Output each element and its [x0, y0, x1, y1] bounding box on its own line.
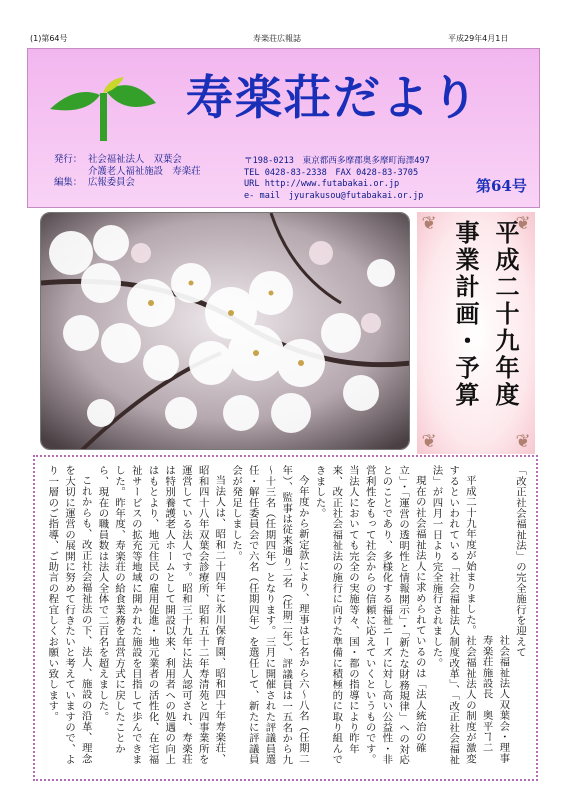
postal-address: 〒198-0213 東京都西多摩郡奥多摩町海澤497	[244, 156, 430, 166]
masthead-panel	[27, 48, 540, 208]
page-number: (1)第64号	[30, 34, 68, 43]
feature-title-box	[417, 212, 535, 454]
masthead-title: 寿楽荘だより	[186, 71, 480, 126]
leaf-logo-icon	[48, 69, 158, 143]
newsletter-label: 寿楽荘広報誌	[253, 34, 301, 43]
article-paragraph: 今年度から新定款により、理事は七名から六～八名（任期二年）、監事は従来通り二名（任期二年）、評議員は一五名から九～十三名（任期四年）となります。三月に開催された評議員選任・解任委員会で六名（任期四年）を選任して、新たに評議員会が発足しました。	[230, 465, 309, 765]
feature-title-line2: 事業計画・予算	[451, 220, 480, 409]
issue-date: 平成29年4月1日	[448, 34, 509, 43]
flourish-icon: ❦	[421, 213, 437, 234]
article-paragraph: 平成二十九年度が始まりました。社会福祉法人の制度が激変するといわれている「社会福祉法人制度改革」、「改正社会福祉法」が四月一日より完全施行されました。	[430, 465, 476, 765]
article-text	[43, 465, 528, 771]
publisher-key: 発行：	[54, 154, 83, 165]
feature-title-line1: 平成二十九年度	[491, 220, 520, 409]
issue-number: 第64号	[476, 177, 527, 195]
cherry-blossom-photo	[40, 212, 410, 450]
article-paragraph: これからも、改正社会福祉法の下、法人、施設の沿革、理念を大切に運営の展開に努めて行きたいと考えていますので、より一層のご指導、ご助言の程宜しくお願い致します。	[46, 465, 92, 765]
editor-value: 広報委員会	[88, 177, 135, 188]
article-org: 社会福祉法人双葉会・理事	[497, 635, 510, 764]
publisher-value: 社会福祉法人 双葉会	[88, 154, 182, 165]
flourish-icon: ❦	[421, 431, 437, 452]
article-paragraph: 現在の社会福祉法人に求められているのは「法人統治の確立」・「運営の透明性と情報開示」・「新たな財務規律」への対応とのことであり、多様化する福祉ニーズに対し高い公益性・非営利性をもって社会からの信頼に応えていくというものです。当法人においても完全の実施等々、国・都の指導により昨年来、改正社会福祉法の施行に向けた準備に積極的に取り組んできました。	[313, 465, 426, 766]
facility-key	[54, 166, 88, 178]
article-box	[33, 455, 538, 781]
publisher-info	[54, 154, 201, 189]
article-paragraph: 当法人は、昭和二十四年に氷川保育園、昭和四十年寿楽荘、昭和四十八年双葉会診療所、昭和五十二年寿清苑と四事業所を運営している法人です。昭和三十九年に法人認可され、寿楽荘は特別養護老人ホームとして開設以来、利用者への処遇の向上はもとより、地元住民の雇用促進・地元業者の活性化、在宅福祉サービスの拡充等地域に開かれた施設を目指して歩んできました。昨年度、寿楽荘の給食業務を直営方式に戻したことから、現在の職員数は法人全体で二百名を超えました。	[96, 465, 226, 765]
facility-value: 介護老人福祉施設 寿楽荘	[88, 165, 201, 177]
website-url[interactable]: URL http://www.futabakai.or.jp	[244, 179, 400, 189]
editor-key: 編集：	[54, 177, 83, 188]
top-header-line	[0, 0, 566, 43]
flourish-icon: ❦	[515, 431, 531, 452]
phone-fax: TEL 0428-83-2338 FAX 0428-83-3705	[244, 167, 419, 178]
email-address[interactable]: e- mail jyurakusou@futabakai.or.jp	[244, 190, 424, 201]
flourish-icon: ❦	[515, 213, 531, 234]
article-heading: 「改正社会福祉法」の完全施行を迎えて	[514, 465, 526, 658]
contact-info	[244, 156, 430, 202]
article-author: 寿楽荘施設長 奥平ヿ二	[480, 635, 493, 753]
